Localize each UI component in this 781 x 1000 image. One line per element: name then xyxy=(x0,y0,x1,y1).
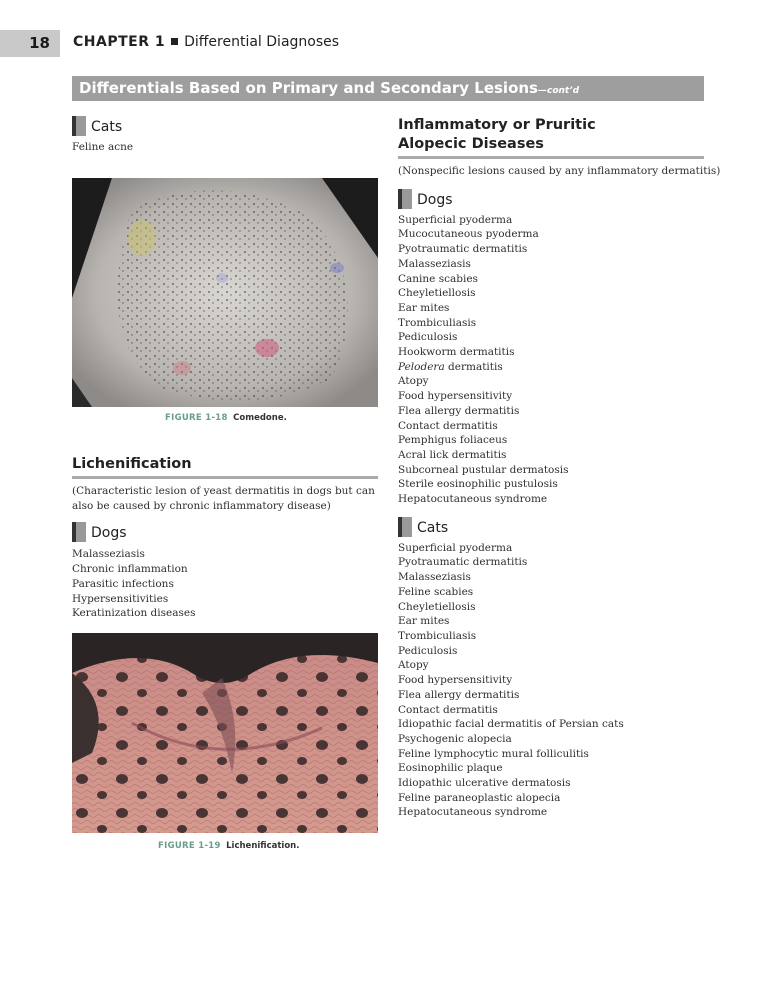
page-number: 18 xyxy=(0,30,60,57)
list-item: Parasitic infections xyxy=(72,577,174,590)
heading-bar-icon xyxy=(72,522,86,542)
list-item: Superficial pyoderma xyxy=(398,541,513,554)
chapter-title: Differential Diagnoses xyxy=(184,34,340,50)
list-item: Idiopathic facial dermatitis of Persian cats xyxy=(398,718,624,731)
inflammatory-note: (Nonspecific lesions caused by any inflammatory dermatitis) xyxy=(398,165,721,177)
chapter-label: CHAPTER 1 xyxy=(73,34,166,50)
list-item: Mucocutaneous pyoderma xyxy=(398,228,539,241)
list-item: Ear mites xyxy=(398,301,450,314)
list-item: Malasseziasis xyxy=(72,548,145,561)
list-item: Feline paraneoplastic alopecia xyxy=(398,791,561,804)
list-item: Acral lick dermatitis xyxy=(398,448,507,461)
dogs-list xyxy=(398,213,704,507)
figure-18-caption: FIGURE 1-18 Comedone. xyxy=(165,413,287,423)
list-item: Flea allergy dermatitis xyxy=(398,688,520,701)
list-item: Pyotraumatic dermatitis xyxy=(398,243,528,256)
lichenification-heading: Lichenification xyxy=(72,455,378,479)
list-item: Feline acne xyxy=(72,141,134,153)
cats-heading: Cats xyxy=(72,116,378,138)
list-item: Food hypersensitivity xyxy=(398,674,513,687)
list-item: Feline scabies xyxy=(398,585,474,598)
list-item: Trombiculiasis xyxy=(398,316,477,329)
list-item: Pediculosis xyxy=(398,331,458,344)
cats-heading: Cats xyxy=(398,517,704,539)
list-item: Cheyletiellosis xyxy=(398,600,476,613)
list-item: Hepatocutaneous syndrome xyxy=(398,806,548,819)
heading-bar-icon xyxy=(72,116,86,136)
dogs-heading: Dogs xyxy=(72,522,378,544)
lichenification-section xyxy=(72,455,378,621)
banner-title: Differentials Based on Primary and Secondary Lesions xyxy=(79,79,538,97)
figure-comedone-image xyxy=(72,178,378,407)
list-item: Pediculosis xyxy=(398,644,458,657)
list-item: Chronic inflammation xyxy=(72,563,188,576)
comedone-photo xyxy=(72,178,378,407)
list-item: Superficial pyoderma xyxy=(398,213,513,226)
list-item: Food hypersensitivity xyxy=(398,390,513,403)
cats-list xyxy=(398,541,704,820)
list-item: Pyotraumatic dermatitis xyxy=(398,556,528,569)
figure-lichenification-image xyxy=(72,633,378,833)
list-item: Ear mites xyxy=(398,615,450,628)
left-column-top xyxy=(72,116,378,155)
list-item: Hookworm dermatitis xyxy=(398,346,515,359)
right-column xyxy=(398,116,721,820)
section-banner xyxy=(72,76,704,101)
dogs-list xyxy=(72,547,378,621)
list-item: Eosinophilic plaque xyxy=(398,762,503,775)
list-item: Flea allergy dermatitis xyxy=(398,404,520,417)
list-item: Trombiculiasis xyxy=(398,629,477,642)
lichenification-note: (Characteristic lesion of yeast dermatitis in dogs but can also be caused by chronic inflammatory disease) xyxy=(72,485,375,512)
list-item: Hypersensitivities xyxy=(72,592,169,605)
list-item: Sterile eosinophilic pustulosis xyxy=(398,478,558,491)
list-item: Contact dermatitis xyxy=(398,419,498,432)
list-item: Pelodera dermatitis xyxy=(398,360,503,373)
figure-19-caption: FIGURE 1-19 Lichenification. xyxy=(158,841,300,851)
banner-continued: —cont’d xyxy=(537,86,580,96)
list-item: Atopy xyxy=(398,375,429,388)
list-item: Malasseziasis xyxy=(398,257,471,270)
list-item: Keratinization diseases xyxy=(72,607,196,620)
list-item: Cheyletiellosis xyxy=(398,287,476,300)
lichenification-photo xyxy=(72,633,378,833)
list-item: Hepatocutaneous syndrome xyxy=(398,493,548,506)
list-item: Contact dermatitis xyxy=(398,703,498,716)
list-item: Pemphigus foliaceus xyxy=(398,434,508,447)
list-item: Malasseziasis xyxy=(398,571,471,584)
inflammatory-heading: Inflammatory or Pruritic Alopecic Diseases xyxy=(398,116,704,159)
list-item: Atopy xyxy=(398,659,429,672)
running-header xyxy=(73,34,339,50)
list-item: Idiopathic ulcerative dermatosis xyxy=(398,777,571,790)
list-item: Psychogenic alopecia xyxy=(398,732,512,745)
list-item: Canine scabies xyxy=(398,272,478,285)
square-bullet-icon xyxy=(171,38,178,45)
dogs-heading: Dogs xyxy=(398,189,704,211)
list-item: Subcorneal pustular dermatosis xyxy=(398,463,569,476)
heading-bar-icon xyxy=(398,189,412,209)
list-item: Feline lymphocytic mural folliculitis xyxy=(398,747,589,760)
heading-bar-icon xyxy=(398,517,412,537)
